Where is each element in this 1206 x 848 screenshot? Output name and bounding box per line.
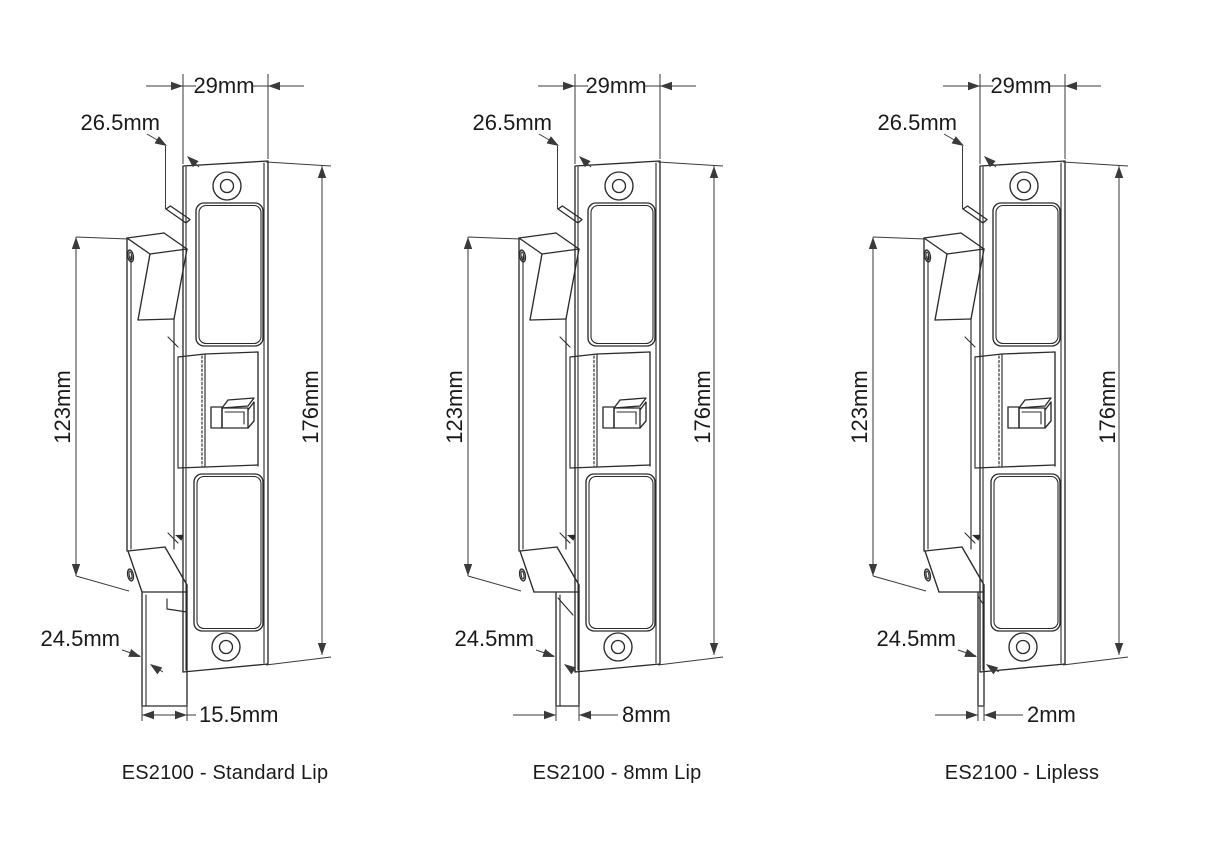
strike-drawing-standard-lip [28,56,398,746]
figure-8mm-lip [420,56,790,796]
dim-label-faceplate-height: 176mm [298,370,323,444]
dim-label-faceplate-width: 29mm [990,73,1052,98]
dim-label-lip-length: 15.5mm [199,702,279,727]
dim-label-faceplate-width: 29mm [193,73,255,98]
dim-label-lip-length: 2mm [1027,702,1076,727]
strike-drawing-lipless [825,56,1195,746]
dim-label-backset: 26.5mm [472,110,552,135]
dim-label-body-height: 123mm [442,370,467,444]
dim-label-lip-bend: 24.5mm [454,626,534,651]
figure-standard-lip [28,56,398,796]
strike-drawing-8mm-lip [420,56,790,746]
dim-label-lip-bend: 24.5mm [40,626,120,651]
figure-caption-lipless: ES2100 - Lipless [944,762,1100,784]
dim-label-faceplate-height: 176mm [690,370,715,444]
figure-caption-standard-lip: ES2100 - Standard Lip [121,762,329,784]
dim-label-faceplate-width: 29mm [585,73,647,98]
dim-label-backset: 26.5mm [80,110,160,135]
dim-label-body-height: 123mm [50,370,75,444]
figure-lipless [825,56,1195,796]
figure-caption-8mm-lip: ES2100 - 8mm Lip [532,762,702,784]
dim-label-faceplate-height: 176mm [1095,370,1120,444]
dim-label-lip-bend: 24.5mm [876,626,956,651]
dim-label-body-height: 123mm [847,370,872,444]
dim-label-backset: 26.5mm [877,110,957,135]
dim-label-lip-length: 8mm [622,702,671,727]
